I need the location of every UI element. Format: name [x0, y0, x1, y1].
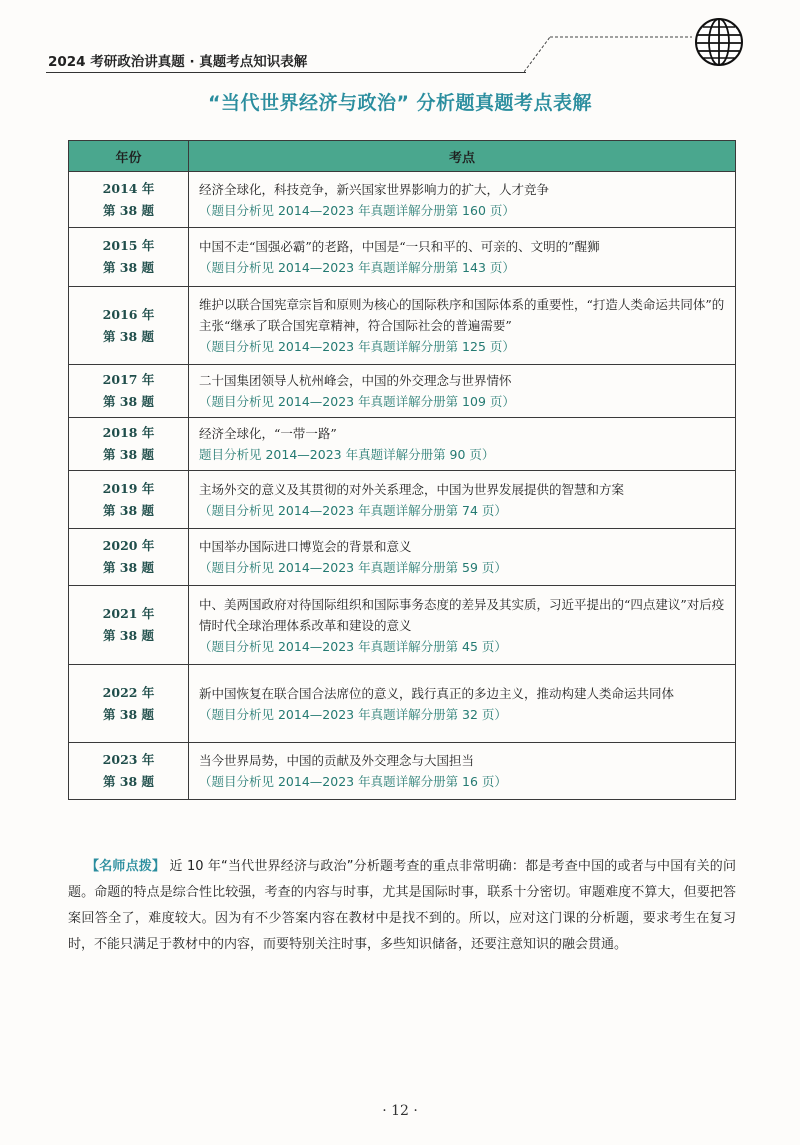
year-cell — [69, 172, 189, 228]
year-label: 2017 年 — [102, 372, 155, 387]
page-title: “当代世界经济与政治” 分析题真题考点表解 — [207, 92, 593, 114]
question-label: 第 38 题 — [102, 706, 155, 722]
table-row — [69, 665, 736, 743]
topic-text: 中、美两国政府对待国际组织和国际事务态度的差异及其实质，习近平提出的“四点建议”对后疫情时代全球治理体系改革和建设的意义 — [199, 596, 725, 633]
header-dashed-rule — [524, 36, 692, 72]
year-cell — [69, 418, 189, 471]
topic-cell — [189, 471, 736, 529]
column-header-year: 年份 — [69, 141, 189, 172]
teacher-tip — [68, 854, 736, 958]
analysis-reference: （题目分析见 2014—2023 年真题详解分册第 32 页） — [199, 706, 507, 722]
analysis-reference: （题目分析见 2014—2023 年真题详解分册第 45 页） — [199, 638, 507, 654]
topic-text: 中国举办国际进口博览会的背景和意义 — [199, 539, 412, 554]
year-cell — [69, 228, 189, 287]
table-row — [69, 471, 736, 529]
topic-text: 新中国恢复在联合国合法席位的意义，践行真正的多边主义，推动构建人类命运共同体 — [199, 685, 675, 701]
analysis-reference: （题目分析见 2014—2023 年真题详解分册第 125 页） — [199, 339, 515, 354]
teacher-tip-text: 近 10 年“当代世界经济与政治”分析题考查的重点非常明确：都是考查中国的或者与中国有关的问题。命题的特点是综合性比较强，考查的内容与时事，尤其是国际时事，联系十分密切。审题难度不算大，但要把答案回答全了，难度较大。因为有不少答案内容在教材中是找不到的。所以，应对这门课的分析题，要求考生在复习时，不能只满足于教材中的内容，而要特别关注时事，多些知识储备，还要注意知识的融会贯通。 — [68, 859, 736, 952]
running-header: 2024 考研政治讲真题 · 真题考点知识表解 — [48, 54, 308, 70]
topic-text: 中国不走“国强必霸”的老路，中国是“一只和平的、可亲的、文明的”醒狮 — [199, 239, 600, 254]
question-label: 第 38 题 — [102, 394, 155, 409]
topic-cell — [189, 287, 736, 365]
table-row — [69, 418, 736, 471]
topic-text: 维护以联合国宪章宗旨和原则为核心的国际秩序和国际体系的重要性，“打造人类命运共同体”的主张“继承了联合国宪章精神，符合国际社会的普遍需要” — [199, 297, 725, 333]
year-cell — [69, 529, 189, 586]
question-label: 第 38 题 — [102, 628, 155, 643]
analysis-reference: （题目分析见 2014—2023 年真题详解分册第 109 页） — [199, 394, 515, 409]
header-rule — [46, 72, 526, 73]
topic-text: 经济全球化，科技竞争，新兴国家世界影响力的扩大，人才竞争 — [199, 181, 550, 197]
topic-text: 经济全球化，“一带一路” — [199, 426, 337, 441]
year-label: 2018 年 — [102, 425, 155, 440]
question-label: 第 38 题 — [102, 328, 155, 344]
year-label: 2015 年 — [102, 238, 155, 253]
analysis-reference: （题目分析见 2014—2023 年真题详解分册第 59 页） — [199, 560, 507, 575]
table-row — [69, 287, 736, 365]
analysis-reference: （题目分析见 2014—2023 年真题详解分册第 16 页） — [199, 774, 507, 789]
topic-cell — [189, 228, 736, 287]
analysis-reference: （题目分析见 2014—2023 年真题详解分册第 143 页） — [199, 260, 515, 275]
question-label: 第 38 题 — [102, 502, 155, 518]
question-label: 第 38 题 — [102, 560, 155, 575]
topic-cell — [189, 529, 736, 586]
year-cell — [69, 471, 189, 529]
column-header-topic: 考点 — [189, 141, 736, 172]
year-label: 2021 年 — [102, 606, 155, 621]
topic-cell — [189, 365, 736, 418]
topic-cell — [189, 586, 736, 665]
topic-text: 二十国集团领导人杭州峰会，中国的外交理念与世界情怀 — [199, 373, 512, 388]
question-label: 第 38 题 — [102, 202, 155, 218]
analysis-reference: 题目分析见 2014—2023 年真题详解分册第 90 页） — [199, 447, 495, 462]
globe-icon — [693, 16, 745, 68]
question-label: 第 38 题 — [102, 774, 155, 789]
year-cell — [69, 287, 189, 365]
topic-text: 主场外交的意义及其贯彻的对外关系理念，中国为世界发展提供的智慧和方案 — [199, 481, 625, 497]
table-row — [69, 743, 736, 800]
topic-text: 当今世界局势，中国的贡献及外交理念与大国担当 — [199, 753, 475, 768]
year-label: 2022 年 — [102, 684, 155, 700]
year-cell — [69, 365, 189, 418]
year-cell — [69, 743, 189, 800]
question-label: 第 38 题 — [102, 447, 155, 462]
analysis-reference: （题目分析见 2014—2023 年真题详解分册第 74 页） — [199, 502, 507, 518]
table-row — [69, 228, 736, 287]
exam-topics-table — [68, 140, 736, 800]
page-number: · 12 · — [382, 1103, 418, 1119]
topic-cell — [189, 665, 736, 743]
table-row — [69, 586, 736, 665]
question-label: 第 38 题 — [102, 260, 155, 275]
year-cell — [69, 665, 189, 743]
teacher-tip-label: 【名师点拨】 — [86, 859, 166, 874]
year-label: 2014 年 — [102, 180, 155, 196]
year-label: 2020 年 — [102, 538, 155, 553]
table-row — [69, 172, 736, 228]
year-label: 2023 年 — [102, 752, 155, 767]
analysis-reference: （题目分析见 2014—2023 年真题详解分册第 160 页） — [199, 202, 515, 218]
topic-cell — [189, 172, 736, 228]
year-label: 2019 年 — [102, 480, 155, 496]
table-row — [69, 365, 736, 418]
table-row — [69, 529, 736, 586]
topic-cell — [189, 418, 736, 471]
year-label: 2016 年 — [102, 306, 155, 322]
year-cell — [69, 586, 189, 665]
table-header-row — [69, 141, 736, 172]
topic-cell — [189, 743, 736, 800]
